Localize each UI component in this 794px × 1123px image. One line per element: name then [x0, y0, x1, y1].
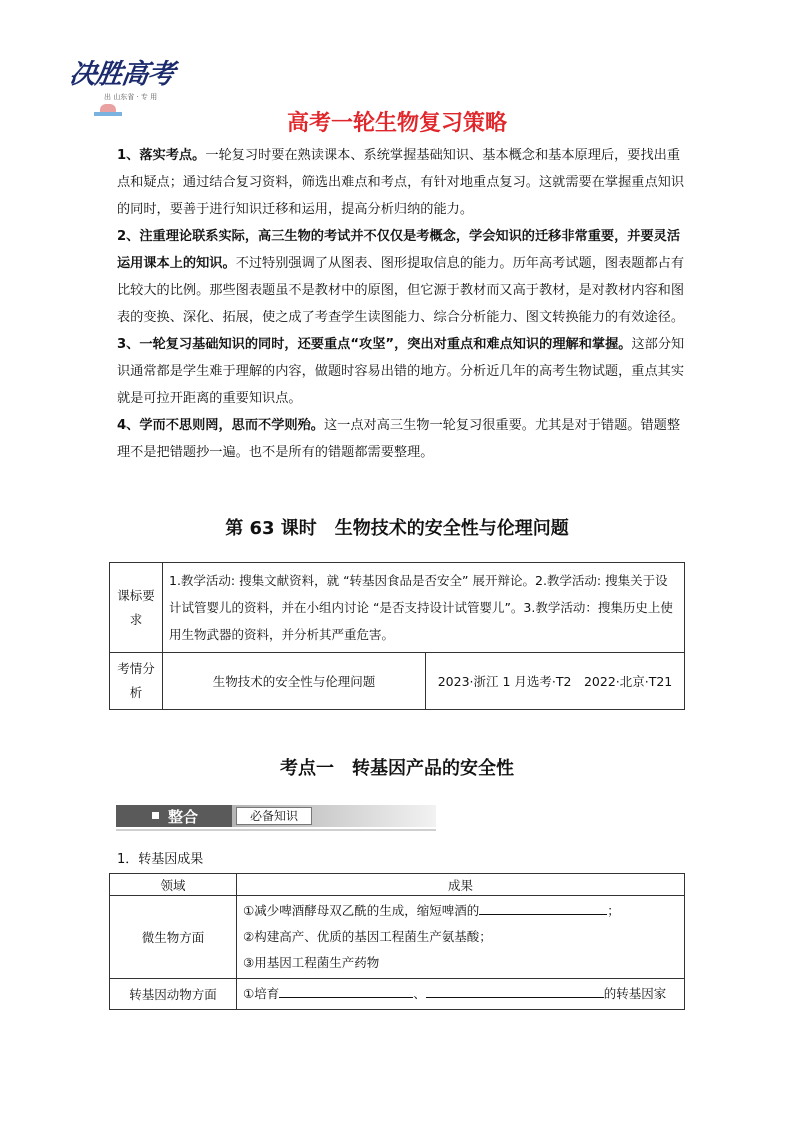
requirements-text: 1.教学活动: 搜集文献资料，就 “转基因食品是否安全” 展开辩论。2.教学活动: 搜集关于设计试管婴儿的资料，并在小组内讨论 “是否支持设计试管婴儿”。3.教学活动：搜集历史上使用生物武器的资料，并分析其严重危害。 — [163, 563, 685, 653]
achievement-text: ②构建高产、优质的基因工程菌生产氨基酸； — [243, 929, 492, 944]
strategy-paragraph — [117, 331, 687, 412]
column-header: 成果 — [237, 874, 685, 896]
field-cell: 转基因动物方面 — [110, 979, 237, 1010]
section-bar-badge: 必备知识 — [236, 807, 312, 825]
strategy-point-text: 不过特别强调了从图表、图形提取信息的能力。历年高考试题，图表题都占有比较大的比例。那些图表题虽不是教材中的原图，但它源于教材而又高于教材，是对教材内容和图表的变换、深化、拓展，使之成了考查学生读图能力、综合分析能力、图文转换能力的有效途径。 — [117, 256, 685, 325]
answer-blank[interactable] — [279, 985, 413, 998]
kaodian-title: 考点一 转基因产品的安全性 — [280, 758, 514, 779]
strategy-paragraph — [117, 223, 687, 331]
strategy-point-bold: 3、一轮复习基础知识的同时，还要重点“攻坚”，突出对重点和难点知识的理解和掌握。 — [117, 337, 632, 352]
logo-subtitle: 出 山东省 · 专 用 — [104, 93, 158, 101]
square-bullet-icon — [152, 812, 159, 819]
table-header-row — [110, 874, 685, 896]
achievements-table — [109, 873, 685, 1010]
exam-topic: 生物技术的安全性与伦理问题 — [163, 653, 426, 710]
strategy-section — [117, 142, 687, 466]
strategy-paragraph — [117, 412, 687, 466]
strategy-paragraph — [117, 142, 687, 223]
column-header: 领域 — [110, 874, 237, 896]
section-heading: 1．转基因成果 — [117, 852, 204, 867]
achievement-text-end: ； — [607, 903, 620, 918]
strategy-point-bold: 4、学而不思则罔，思而不学则殆。 — [117, 418, 324, 433]
table-row — [110, 563, 685, 653]
strategy-point-bold: 1、落实考点。 — [117, 148, 206, 163]
logo-text: 决胜高考 — [67, 59, 176, 90]
strategy-point-bold: 2、注重理论联系实际，高三生物的考试并不仅仅是考概念，学会知识的迁移非常重要，并要灵活运用课本上的知识。 — [117, 229, 681, 271]
table-row — [110, 896, 685, 979]
achievement-text: ①减少啤酒酵母双乙酰的生成，缩短啤酒的 — [243, 903, 480, 918]
section-bar — [116, 805, 436, 827]
achievement-line — [243, 924, 678, 950]
section-bar-label: 整合 — [168, 808, 199, 826]
answer-blank[interactable] — [426, 985, 604, 998]
strategy-point-text: 一轮复习时要在熟读课本、系统掌握基础知识、基本概念和基本原理后，要找出重点和疑点；通过结合复习资料，筛选出难点和考点，有针对地重点复习。这就需要在掌握重点知识的同时，要善于进行知识迁移和运用，提高分析归纳的能力。 — [117, 148, 685, 217]
achievement-text: ①培育 — [243, 986, 280, 1001]
table-row — [110, 653, 685, 710]
achievement-separator: 、 — [413, 986, 426, 1001]
lesson-title: 第 63 课时 生物技术的安全性与伦理问题 — [225, 518, 569, 539]
achievement-cell — [237, 896, 685, 979]
exam-label: 考情分析 — [110, 653, 163, 710]
section-bar-underline — [116, 829, 436, 831]
field-cell: 微生物方面 — [110, 896, 237, 979]
achievement-text-end: 的转基因家 — [603, 986, 667, 1001]
achievement-cell — [237, 979, 685, 1010]
answer-blank[interactable] — [479, 902, 607, 915]
page-title: 高考一轮生物复习策略 — [286, 111, 507, 136]
requirements-label: 课标要求 — [110, 563, 163, 653]
achievement-text: ③用基因工程菌生产药物 — [243, 955, 380, 970]
table-row — [110, 979, 685, 1010]
requirements-table — [109, 562, 685, 710]
achievement-line — [243, 950, 678, 976]
achievement-line — [243, 981, 678, 1007]
strategy-point-text: 这一点对高三生物一轮复习很重要。尤其是对于错题。错题整理不是把错题抄一遍。也不是所有的错题都需要整理。 — [117, 418, 681, 460]
exam-refs: 2023·浙江 1 月选考·T2 2022·北京·T21 — [426, 653, 685, 710]
achievement-line — [243, 898, 678, 924]
strategy-point-text: 这部分知识通常都是学生难于理解的内容，做题时容易出错的地方。分析近几年的高考生物试题，重点其实就是可拉开距离的重要知识点。 — [117, 337, 685, 406]
